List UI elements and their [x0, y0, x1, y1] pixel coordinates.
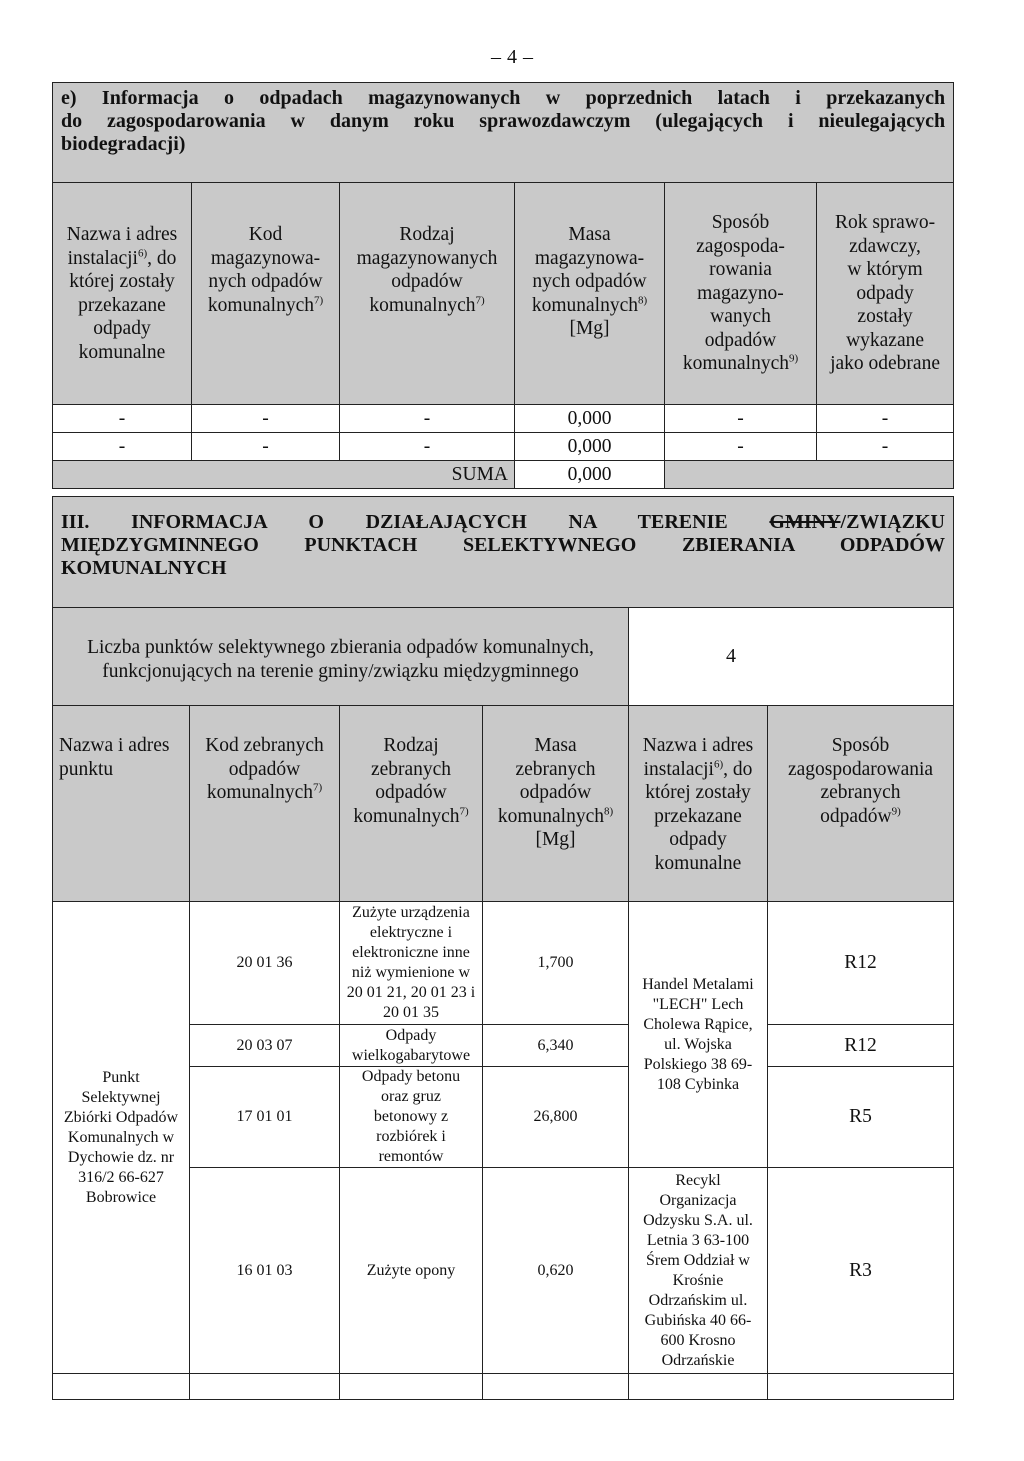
page-number: – 4 –	[491, 46, 533, 68]
col-year-header: Rok sprawo- zdawczy, w którym odpady zostały wykazane jako odebrane	[817, 183, 954, 405]
cell: -	[53, 405, 192, 433]
waste-type: Odpady wielkogabarytowe	[340, 1025, 483, 1067]
section-e-table	[52, 82, 954, 489]
waste-mass: 6,340	[483, 1025, 629, 1067]
cell: -	[665, 433, 817, 461]
sum-row	[53, 461, 954, 489]
waste-code: 20 03 07	[190, 1025, 340, 1067]
waste-mass: 1,700	[483, 902, 629, 1025]
cell: 0,000	[515, 433, 665, 461]
col-type-header: Rodzaj magazynowanych odpadów komunalnych$^{7)}$	[340, 183, 515, 405]
point-name: Punkt Selektywnej Zbiórki Odpadów Komunalnych w Dychowie dz. nr 316/2 66-627 Bobrowice	[53, 902, 190, 1374]
recovery-method: R3	[768, 1168, 954, 1374]
table-row	[53, 902, 954, 1025]
waste-code: 16 01 03	[190, 1168, 340, 1374]
col-method-header: Sposób zagospoda- rowania magazyno- wanych odpadów komunalnych$^{9)}$	[665, 183, 817, 405]
waste-code: 17 01 01	[190, 1067, 340, 1168]
section-iii-heading: III. INFORMACJA O DZIAŁAJĄCYCH NA TERENIE GMINY/ZWIĄZKU MIĘDZYGMINNEGO PUNKTACH SELEKTYWNEGO ZBIERANIA ODPADÓW KOMUNALNYCH	[53, 497, 954, 608]
cell: -	[340, 405, 515, 433]
waste-type: Zużyte opony	[340, 1168, 483, 1374]
cell: -	[53, 433, 192, 461]
installation-name: Recykl Organizacja Odzysku S.A. ul. Letnia 3 63-100 Śrem Oddział w Krośnie Odrzańskim ul. Gubińska 40 66-600 Krosno Odrzańskie	[629, 1168, 768, 1374]
empty-row	[53, 1374, 954, 1400]
col-mass-header: Masa zebranych odpadów komunalnych$^{8)}$ [Mg]	[483, 706, 629, 902]
col-installation-header: Nazwa i adres instalacji$^{6)}$, do której zostały przekazane odpady komunalne	[629, 706, 768, 902]
cell: -	[192, 433, 340, 461]
sum-filler	[665, 461, 954, 489]
points-count-value: 4	[629, 608, 954, 706]
waste-mass: 0,620	[483, 1168, 629, 1374]
cell: 0,000	[515, 405, 665, 433]
table-row	[53, 433, 954, 461]
section-e-heading: e) Informacja o odpadach magazynowanych w poprzednich latach i przekazanych do zagospodarowania w danym roku sprawozdawczym (ulegających i nieulegających biodegradacji)	[53, 83, 954, 183]
waste-code: 20 01 36	[190, 902, 340, 1025]
cell: -	[665, 405, 817, 433]
col-code-header: Kod zebranych odpadów komunalnych$^{7)}$	[190, 706, 340, 902]
points-count-label: Liczba punktów selektywnego zbierania odpadów komunalnych, funkcjonujących na terenie gminy/związku międzygminnego	[53, 608, 629, 706]
table-row	[53, 405, 954, 433]
recovery-method: R5	[768, 1067, 954, 1168]
recovery-method: R12	[768, 1025, 954, 1067]
recovery-method: R12	[768, 902, 954, 1025]
waste-mass: 26,800	[483, 1067, 629, 1168]
section-iii-table	[52, 496, 954, 1400]
col-point-header: Nazwa i adres punktu	[53, 706, 190, 902]
waste-type: Zużyte urządzenia elektryczne i elektroniczne inne niż wymienione w 20 01 21, 20 01 23 i 20 01 35	[340, 902, 483, 1025]
sum-value: 0,000	[515, 461, 665, 489]
waste-type: Odpady betonu oraz gruz betonowy z rozbiórek i remontów	[340, 1067, 483, 1168]
col-installation-header: Nazwa i adres instalacji$^{6)}$, do której zostały przekazane odpady komunalne	[53, 183, 192, 405]
col-code-header: Kod magazynowa- nych odpadów komunalnych$^{7)}$	[192, 183, 340, 405]
cell: -	[817, 433, 954, 461]
cell: -	[340, 433, 515, 461]
col-type-header: Rodzaj zebranych odpadów komunalnych$^{7)}$	[340, 706, 483, 902]
col-method-header: Sposób zagospodarowania zebranych odpadów$^{9)}$	[768, 706, 954, 902]
installation-name: Handel Metalami "LECH" Lech Cholewa Rąpice, ul. Wojska Polskiego 38 69-108 Cybinka	[629, 902, 768, 1168]
col-mass-header: Masa magazynowa- nych odpadów komunalnych$^{8)}$ [Mg]	[515, 183, 665, 405]
cell: -	[817, 405, 954, 433]
sum-label: SUMA	[53, 461, 515, 489]
cell: -	[192, 405, 340, 433]
